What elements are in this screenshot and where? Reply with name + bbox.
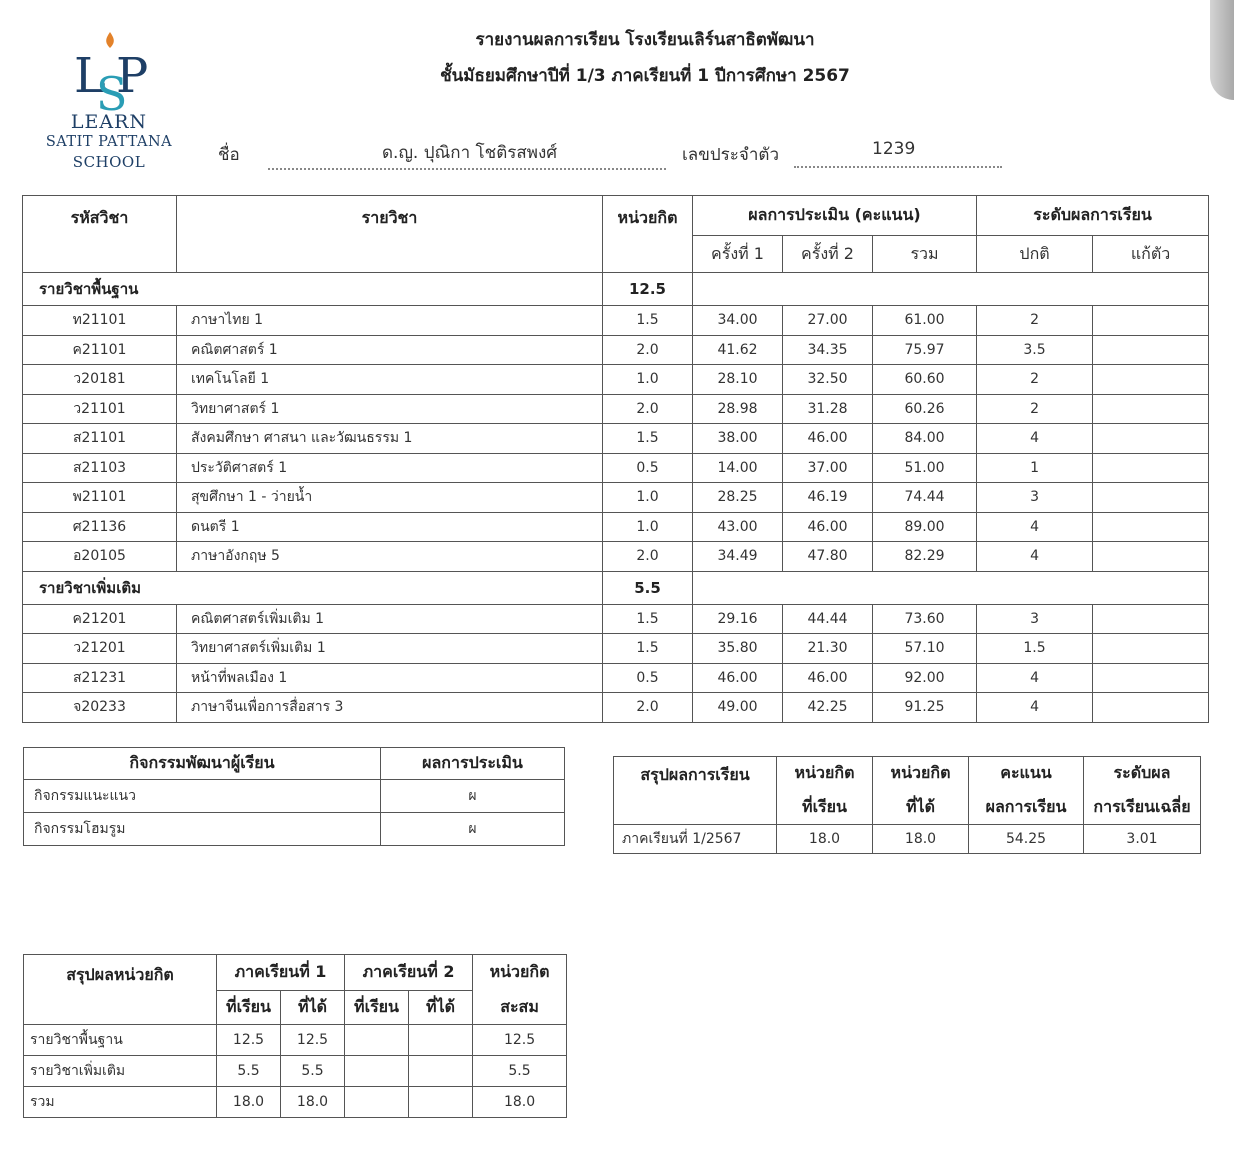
score-total: 84.00 <box>873 424 977 454</box>
credit-summary-table <box>23 954 567 1118</box>
subject-name: เทคโนโลยี 1 <box>177 365 603 395</box>
credit-accumulated: 5.5 <box>473 1056 567 1087</box>
credit-header-title: สรุปผลหน่วยกิต <box>24 955 217 1025</box>
header-subject: รายวิชา <box>177 196 603 273</box>
svg-text:P: P <box>116 48 149 104</box>
score-round-2: 47.80 <box>783 542 873 572</box>
subject-row <box>23 663 1209 693</box>
grade-remedial <box>1093 512 1209 542</box>
score-round-2: 37.00 <box>783 453 873 483</box>
credit-header-term1: ภาคเรียนที่ 1 <box>217 955 345 991</box>
credit-row-name: รายวิชาเพิ่มเติม <box>24 1056 217 1087</box>
subject-name: สุขศึกษา 1 - ว่ายน้ำ <box>177 483 603 513</box>
scrollbar-corner <box>1210 0 1234 100</box>
credit-row <box>24 1025 567 1056</box>
subject-row <box>23 483 1209 513</box>
svg-text:S: S <box>96 67 128 112</box>
header-total: รวม <box>873 236 977 273</box>
credit-t2-earned <box>409 1025 473 1056</box>
grade-remedial <box>1093 663 1209 693</box>
grade-remedial <box>1093 693 1209 723</box>
grade-normal: 4 <box>977 542 1093 572</box>
activity-row <box>24 780 565 813</box>
score-round-2: 46.00 <box>783 424 873 454</box>
report-title: รายงานผลการเรียน โรงเรียนเลิร์นสาธิตพัฒนา <box>475 30 815 50</box>
summary-header-gpa-2: การเรียนเฉลี่ย <box>1084 791 1201 825</box>
score-total: 57.10 <box>873 634 977 664</box>
group-credits: 12.5 <box>603 273 693 306</box>
subject-name: ดนตรี 1 <box>177 512 603 542</box>
score-total: 91.25 <box>873 693 977 723</box>
score-total: 92.00 <box>873 663 977 693</box>
score-round-2: 32.50 <box>783 365 873 395</box>
subject-credits: 2.0 <box>603 335 693 365</box>
score-round-2: 34.35 <box>783 335 873 365</box>
subject-code: ส21103 <box>23 453 177 483</box>
credit-t2-taken <box>345 1087 409 1118</box>
subject-credits: 1.5 <box>603 634 693 664</box>
subject-credits: 2.0 <box>603 542 693 572</box>
subject-row <box>23 335 1209 365</box>
subject-row <box>23 542 1209 572</box>
logo-text-school: SCHOOL <box>72 153 146 171</box>
grade-remedial <box>1093 365 1209 395</box>
activities-header-result: ผลการประเมิน <box>381 748 565 780</box>
summary-header-score: คะแนน <box>969 757 1084 791</box>
summary-term: ภาคเรียนที่ 1/2567 <box>614 825 777 854</box>
subject-code: ส21101 <box>23 424 177 454</box>
summary-header-earned: หน่วยกิต <box>873 757 969 791</box>
subject-name: ภาษาจีนเพื่อการสื่อสาร 3 <box>177 693 603 723</box>
credit-t1-taken: 5.5 <box>217 1056 281 1087</box>
subject-credits: 1.0 <box>603 365 693 395</box>
subject-credits: 1.0 <box>603 483 693 513</box>
credit-header-t1-earned: ที่ได้ <box>281 991 345 1025</box>
score-total: 89.00 <box>873 512 977 542</box>
credit-header-accum: หน่วยกิต <box>473 955 567 991</box>
score-round-2: 46.00 <box>783 663 873 693</box>
subject-credits: 1.5 <box>603 604 693 634</box>
credit-t2-taken <box>345 1025 409 1056</box>
score-round-2: 46.19 <box>783 483 873 513</box>
grade-normal: 2 <box>977 394 1093 424</box>
subject-row <box>23 394 1209 424</box>
grade-remedial <box>1093 604 1209 634</box>
credit-header-t2-earned: ที่ได้ <box>409 991 473 1025</box>
credit-header-accum-2: สะสม <box>473 991 567 1025</box>
credit-t2-taken <box>345 1056 409 1087</box>
subject-credits: 2.0 <box>603 394 693 424</box>
score-round-1: 28.25 <box>693 483 783 513</box>
grade-remedial <box>1093 394 1209 424</box>
score-round-1: 28.10 <box>693 365 783 395</box>
grade-normal: 4 <box>977 512 1093 542</box>
subject-row <box>23 365 1209 395</box>
activities-table <box>23 747 565 846</box>
student-id: 1239 <box>872 139 916 159</box>
score-total: 60.26 <box>873 394 977 424</box>
score-round-1: 34.49 <box>693 542 783 572</box>
id-dotted-line <box>794 166 1002 168</box>
grade-normal: 2 <box>977 306 1093 336</box>
credit-accumulated: 12.5 <box>473 1025 567 1056</box>
subject-row <box>23 693 1209 723</box>
subject-credits: 0.5 <box>603 663 693 693</box>
score-round-2: 44.44 <box>783 604 873 634</box>
summary-header-gpa: ระดับผล <box>1084 757 1201 791</box>
score-round-1: 46.00 <box>693 663 783 693</box>
score-round-1: 43.00 <box>693 512 783 542</box>
header-code: รหัสวิชา <box>23 196 177 273</box>
group-title: รายวิชาพื้นฐาน <box>23 273 603 306</box>
activity-result: ผ <box>381 813 565 846</box>
score-round-1: 35.80 <box>693 634 783 664</box>
score-round-1: 49.00 <box>693 693 783 723</box>
activity-name: กิจกรรมแนะแนว <box>24 780 381 813</box>
score-round-1: 38.00 <box>693 424 783 454</box>
subject-code: ศ21136 <box>23 512 177 542</box>
score-round-2: 42.25 <box>783 693 873 723</box>
subject-credits: 1.5 <box>603 424 693 454</box>
credit-t2-earned <box>409 1056 473 1087</box>
subject-code: ค21101 <box>23 335 177 365</box>
report-subtitle: ชั้นมัธยมศึกษาปีที่ 1/3 ภาคเรียนที่ 1 ปีการศึกษา 2567 <box>440 66 850 86</box>
name-label: ชื่อ <box>218 145 240 165</box>
score-total: 75.97 <box>873 335 977 365</box>
score-round-1: 29.16 <box>693 604 783 634</box>
summary-header-taken-2: ที่เรียน <box>777 791 873 825</box>
grade-normal: 3 <box>977 604 1093 634</box>
header-round-2: ครั้งที่ 2 <box>783 236 873 273</box>
subject-name: คณิตศาสตร์ 1 <box>177 335 603 365</box>
name-dotted-line <box>268 168 666 170</box>
score-total: 73.60 <box>873 604 977 634</box>
credit-accumulated: 18.0 <box>473 1087 567 1118</box>
header-credits: หน่วยกิต <box>603 196 693 273</box>
credit-header-t2-taken: ที่เรียน <box>345 991 409 1025</box>
subject-name: วิทยาศาสตร์เพิ่มเติม 1 <box>177 634 603 664</box>
credit-t1-taken: 12.5 <box>217 1025 281 1056</box>
subject-name: วิทยาศาสตร์ 1 <box>177 394 603 424</box>
subject-row <box>23 306 1209 336</box>
group-credits: 5.5 <box>603 571 693 604</box>
grade-normal: 3 <box>977 483 1093 513</box>
grade-normal: 2 <box>977 365 1093 395</box>
grade-remedial <box>1093 306 1209 336</box>
results-summary-table <box>613 756 1201 854</box>
logo-text-satit-pattana: SATIT PATTANA <box>45 134 173 150</box>
grade-remedial <box>1093 634 1209 664</box>
credit-row <box>24 1056 567 1087</box>
subject-group-row <box>23 273 1209 306</box>
subject-row <box>23 604 1209 634</box>
score-round-2: 27.00 <box>783 306 873 336</box>
grades-table <box>22 195 1209 723</box>
score-round-1: 14.00 <box>693 453 783 483</box>
activity-result: ผ <box>381 780 565 813</box>
subject-name: สังคมศึกษา ศาสนา และวัฒนธรรม 1 <box>177 424 603 454</box>
grade-normal: 4 <box>977 663 1093 693</box>
score-round-2: 21.30 <box>783 634 873 664</box>
grade-normal: 3.5 <box>977 335 1093 365</box>
score-round-1: 41.62 <box>693 335 783 365</box>
student-name: ด.ญ. ปุณิกา โชติรสพงศ์ <box>382 143 558 163</box>
grade-remedial <box>1093 483 1209 513</box>
student-id-label: เลขประจำตัว <box>682 145 779 165</box>
credit-row <box>24 1087 567 1118</box>
subject-code: ท21101 <box>23 306 177 336</box>
subject-credits: 0.5 <box>603 453 693 483</box>
subject-code: ว21101 <box>23 394 177 424</box>
group-filler <box>693 273 1209 306</box>
credit-header-t1-taken: ที่เรียน <box>217 991 281 1025</box>
svg-text:L: L <box>74 48 106 104</box>
credit-header-term2: ภาคเรียนที่ 2 <box>345 955 473 991</box>
activities-header-name: กิจกรรมพัฒนาผู้เรียน <box>24 748 381 780</box>
grade-remedial <box>1093 542 1209 572</box>
summary-gpa: 3.01 <box>1084 825 1201 854</box>
subject-row <box>23 453 1209 483</box>
score-round-2: 31.28 <box>783 394 873 424</box>
summary-credits-taken: 18.0 <box>777 825 873 854</box>
subject-name: ภาษาไทย 1 <box>177 306 603 336</box>
subject-group-row <box>23 571 1209 604</box>
subject-row <box>23 512 1209 542</box>
header-grade-level: ระดับผลการเรียน <box>977 196 1209 236</box>
score-total: 82.29 <box>873 542 977 572</box>
credit-t1-earned: 18.0 <box>281 1087 345 1118</box>
subject-credits: 1.5 <box>603 306 693 336</box>
subject-code: ค21201 <box>23 604 177 634</box>
grade-remedial <box>1093 453 1209 483</box>
subject-code: ว20181 <box>23 365 177 395</box>
logo-text-learn: LEARN <box>70 111 148 133</box>
credit-t1-taken: 18.0 <box>217 1087 281 1118</box>
header-remedial: แก้ตัว <box>1093 236 1209 273</box>
grade-normal: 4 <box>977 693 1093 723</box>
score-total: 74.44 <box>873 483 977 513</box>
subject-name: หน้าที่พลเมือง 1 <box>177 663 603 693</box>
credit-row-name: รายวิชาพื้นฐาน <box>24 1025 217 1056</box>
grade-normal: 4 <box>977 424 1093 454</box>
school-logo <box>38 30 180 172</box>
group-filler <box>693 571 1209 604</box>
grade-remedial <box>1093 424 1209 454</box>
summary-header-earned-2: ที่ได้ <box>873 791 969 825</box>
grade-normal: 1 <box>977 453 1093 483</box>
subject-credits: 2.0 <box>603 693 693 723</box>
credit-t2-earned <box>409 1087 473 1118</box>
subject-name: ภาษาอังกฤษ 5 <box>177 542 603 572</box>
subject-code: ว21201 <box>23 634 177 664</box>
subject-code: อ20105 <box>23 542 177 572</box>
summary-header-score-2: ผลการเรียน <box>969 791 1084 825</box>
subject-credits: 1.0 <box>603 512 693 542</box>
summary-header-title: สรุปผลการเรียน <box>614 757 777 825</box>
summary-row <box>614 825 1201 854</box>
summary-credits-earned: 18.0 <box>873 825 969 854</box>
score-total: 51.00 <box>873 453 977 483</box>
score-round-1: 34.00 <box>693 306 783 336</box>
subject-code: พ21101 <box>23 483 177 513</box>
activity-name: กิจกรรมโฮมรูม <box>24 813 381 846</box>
credit-t1-earned: 12.5 <box>281 1025 345 1056</box>
subject-code: ส21231 <box>23 663 177 693</box>
score-round-1: 28.98 <box>693 394 783 424</box>
score-round-2: 46.00 <box>783 512 873 542</box>
activity-row <box>24 813 565 846</box>
subject-name: ประวัติศาสตร์ 1 <box>177 453 603 483</box>
summary-score: 54.25 <box>969 825 1084 854</box>
credit-row-name: รวม <box>24 1087 217 1118</box>
subject-row <box>23 424 1209 454</box>
header-evaluation: ผลการประเมิน (คะแนน) <box>693 196 977 236</box>
subject-name: คณิตศาสตร์เพิ่มเติม 1 <box>177 604 603 634</box>
header-normal: ปกติ <box>977 236 1093 273</box>
group-title: รายวิชาเพิ่มเติม <box>23 571 603 604</box>
header-round-1: ครั้งที่ 1 <box>693 236 783 273</box>
summary-header-taken: หน่วยกิต <box>777 757 873 791</box>
subject-row <box>23 634 1209 664</box>
credit-t1-earned: 5.5 <box>281 1056 345 1087</box>
grade-remedial <box>1093 335 1209 365</box>
score-total: 60.60 <box>873 365 977 395</box>
grade-normal: 1.5 <box>977 634 1093 664</box>
subject-code: จ20233 <box>23 693 177 723</box>
lsp-logo-mark <box>64 30 154 112</box>
score-total: 61.00 <box>873 306 977 336</box>
